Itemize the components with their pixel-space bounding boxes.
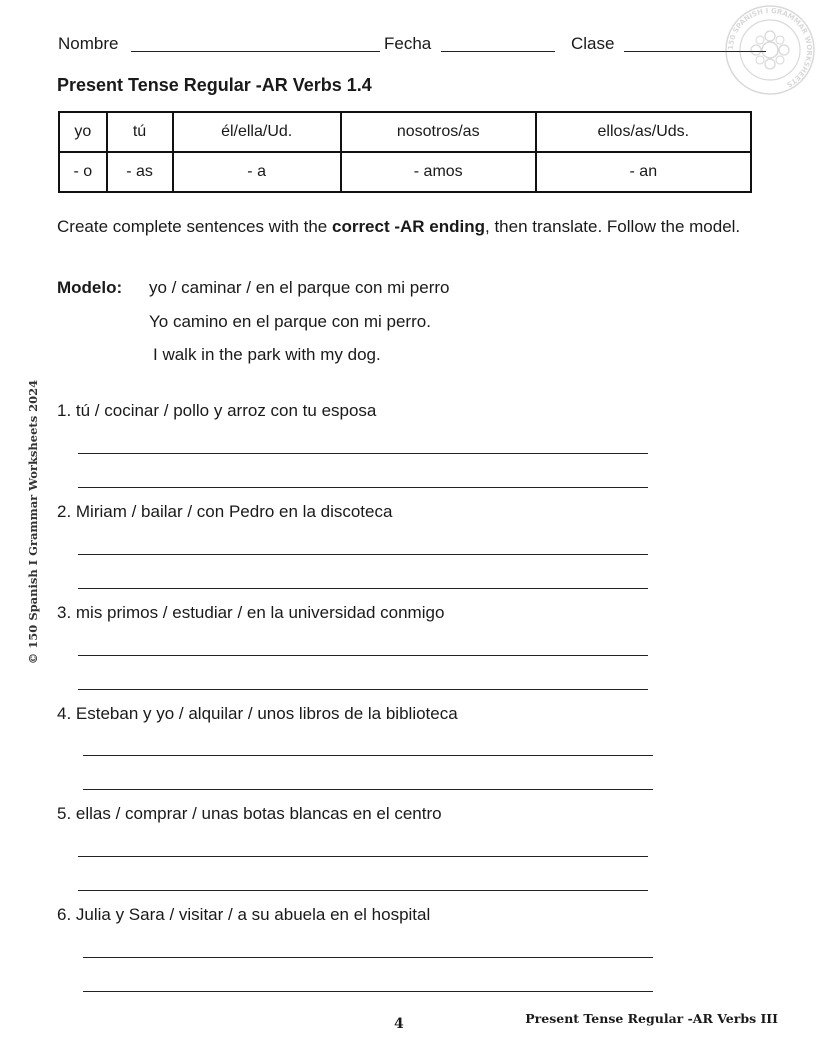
ending-cell: - an [536, 152, 751, 192]
exercise-item-6: 6. Julia y Sara / visitar / a su abuela en el hospital [57, 905, 431, 924]
answer-line-4b[interactable] [83, 789, 653, 790]
footer-book-title: Present Tense Regular -AR Verbs III [525, 1011, 778, 1026]
exercise-item-4: 4. Esteban y yo / alquilar / unos libros de la biblioteca [57, 704, 458, 723]
date-label: Fecha [384, 34, 432, 53]
answer-line-1a[interactable] [78, 453, 648, 454]
answer-line-1b[interactable] [78, 487, 648, 488]
answer-line-5b[interactable] [78, 890, 648, 891]
exercise-item-2: 2. Miriam / bailar / con Pedro en la discoteca [57, 502, 393, 521]
class-label: Clase [571, 34, 615, 53]
answer-line-4a[interactable] [83, 755, 653, 756]
exercise-item-3: 3. mis primos / estudiar / en la universidad conmigo [57, 603, 445, 622]
instructions-text-after: , then translate. Follow the model. [485, 217, 741, 236]
instructions [57, 210, 757, 244]
answer-line-2a[interactable] [78, 554, 648, 555]
answer-line-6b[interactable] [83, 991, 653, 992]
answer-line-3a[interactable] [78, 655, 648, 656]
ending-cell: - a [173, 152, 341, 192]
model-translation: I walk in the park with my dog. [153, 345, 381, 364]
ending-row [59, 152, 751, 192]
answer-line-5a[interactable] [78, 856, 648, 857]
name-label: Nombre [58, 34, 119, 53]
endings-table [58, 111, 752, 193]
pronoun-cell: él/ella/Ud. [173, 112, 341, 152]
answer-line-3b[interactable] [78, 689, 648, 690]
worksheet-seal-logo [724, 4, 816, 96]
answer-line-6a[interactable] [83, 957, 653, 958]
pronoun-cell: tú [107, 112, 173, 152]
model-answer: Yo camino en el parque con mi perro. [149, 312, 431, 331]
page-number: 4 [394, 1016, 404, 1032]
instructions-text-before: Create complete sentences with the [57, 217, 332, 236]
copyright-notice: © 150 Spanish I Grammar Worksheets 2024 [26, 379, 40, 665]
ending-cell: - o [59, 152, 107, 192]
model-label: Modelo: [57, 278, 123, 297]
instructions-bold: correct -AR ending [331, 217, 486, 236]
ending-cell: - amos [341, 152, 536, 192]
pronoun-cell: ellos/as/Uds. [536, 112, 751, 152]
exercise-item-5: 5. ellas / comprar / unas botas blancas en el centro [57, 804, 442, 823]
exercise-item-1: 1. tú / cocinar / pollo y arroz con tu esposa [57, 401, 377, 420]
pronoun-row [59, 112, 751, 152]
name-blank[interactable] [131, 51, 380, 52]
answer-line-2b[interactable] [78, 588, 648, 589]
ending-cell: - as [107, 152, 173, 192]
model-prompt: yo / caminar / en el parque con mi perro [149, 278, 450, 297]
seal-text: 150 SPANISH I GRAMMAR WORKSHEETS [726, 6, 814, 89]
date-blank[interactable] [441, 51, 555, 52]
worksheet-title: Present Tense Regular -AR Verbs 1.4 [57, 75, 372, 95]
pronoun-cell: nosotros/as [341, 112, 536, 152]
pronoun-cell: yo [59, 112, 107, 152]
